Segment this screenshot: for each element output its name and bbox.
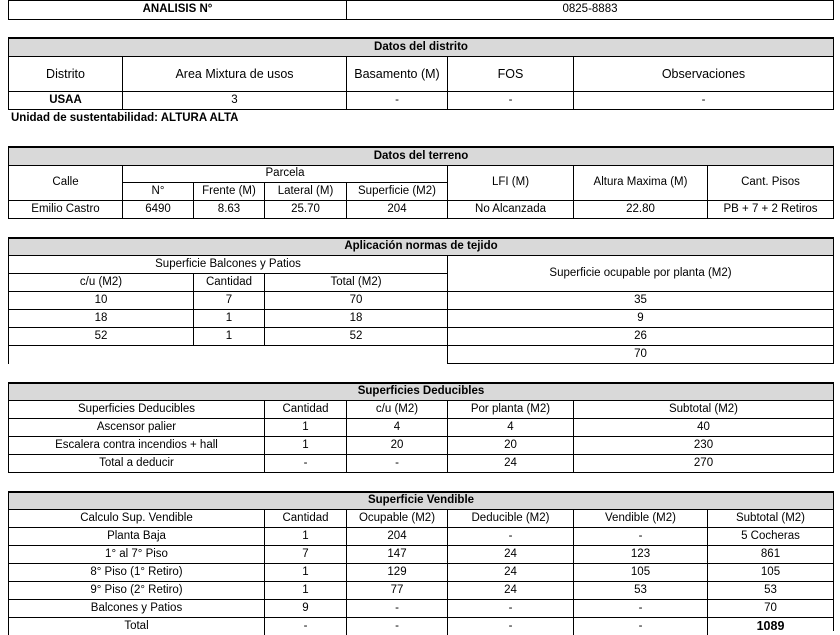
cu-header: c/u (M2)	[8, 273, 193, 291]
vendible-value: 5 Cocheras	[707, 527, 833, 545]
grid-line	[447, 363, 834, 364]
terreno-value: 8.63	[193, 200, 264, 218]
grid-line	[833, 38, 834, 110]
parcela-header: Parcela	[122, 165, 447, 182]
cantidad-header: Cantidad	[264, 509, 346, 527]
distrito-section-title: Datos del distrito	[8, 38, 833, 56]
vendible-value: 7	[264, 545, 346, 563]
numero-header: N°	[122, 182, 193, 200]
deducible-value: 24	[447, 454, 573, 472]
por-planta-header: Por planta (M2)	[447, 400, 573, 418]
vendible-item: Balcones y Patios	[8, 599, 264, 617]
grid-line	[8, 19, 834, 20]
vendible-value: 9	[264, 599, 346, 617]
grid-line	[833, 238, 834, 364]
calle-header: Calle	[8, 165, 122, 200]
vendible-item: Planta Baja	[8, 527, 264, 545]
total-header: Total (M2)	[264, 273, 447, 291]
grid-line	[8, 345, 9, 364]
distrito-value: 3	[122, 91, 346, 109]
vendible-value: 861	[707, 545, 833, 563]
sup-deducibles-header: Superficies Deducibles	[8, 400, 264, 418]
lfi-header: LFI (M)	[447, 165, 573, 200]
sustentabilidad-note: Unidad de sustentabilidad: ALTURA ALTA	[11, 111, 239, 124]
vendible-item: 1° al 7° Piso	[8, 545, 264, 563]
calculo-header: Calculo Sup. Vendible	[8, 509, 264, 527]
vendible-value: 24	[447, 545, 573, 563]
vendible-value: 24	[447, 563, 573, 581]
ocupable-value: 9	[447, 309, 833, 327]
superficie-header: Superficie (M2)	[346, 182, 447, 200]
deducible-value: 270	[573, 454, 833, 472]
grid-line	[833, 0, 834, 20]
tejido-row-value: 70	[264, 291, 447, 309]
distrito-value: -	[573, 91, 833, 109]
basamento-header: Basamento (M)	[346, 56, 447, 91]
deducible-item: Escalera contra incendios + hall	[8, 436, 264, 454]
vendible-value: -	[573, 617, 707, 635]
vendible-value: -	[573, 527, 707, 545]
terreno-value: Emilio Castro	[8, 200, 122, 218]
vendible-section-title: Superficie Vendible	[8, 492, 833, 509]
grid-line	[8, 472, 834, 473]
tejido-row-value: 10	[8, 291, 193, 309]
vendible-value: 1	[264, 581, 346, 599]
distrito-value: -	[346, 91, 447, 109]
deducible-value: 1	[264, 436, 346, 454]
terreno-value: No Alcanzada	[447, 200, 573, 218]
cantidad-header: Cantidad	[193, 273, 264, 291]
vendible-value: 105	[573, 563, 707, 581]
tejido-section-title: Aplicación normas de tejido	[8, 238, 833, 255]
altura-maxima-header: Altura Maxima (M)	[573, 165, 707, 200]
vendible-item: 9° Piso (2° Retiro)	[8, 581, 264, 599]
grid-line	[8, 218, 834, 219]
terreno-value: PB + 7 + 2 Retiros	[707, 200, 833, 218]
fos-header: FOS	[447, 56, 573, 91]
vendible-item: Total	[8, 617, 264, 635]
terreno-value: 6490	[122, 200, 193, 218]
vendible-value: 1	[264, 563, 346, 581]
deducible-value: 4	[447, 418, 573, 436]
balcones-patios-header: Superficie Balcones y Patios	[8, 255, 447, 273]
analisis-value: 0825-8883	[346, 0, 833, 19]
vendible-value: 105	[707, 563, 833, 581]
ocupable-value: 35	[447, 291, 833, 309]
lateral-header: Lateral (M)	[264, 182, 346, 200]
deducible-value: 230	[573, 436, 833, 454]
vendible-value: 70	[707, 599, 833, 617]
tejido-row-value: 52	[8, 327, 193, 345]
vendible-value: -	[573, 599, 707, 617]
grid-line	[833, 147, 834, 219]
cant-pisos-header: Cant. Pisos	[707, 165, 833, 200]
terreno-value: 25.70	[264, 200, 346, 218]
ocupable-value: 26	[447, 327, 833, 345]
vendible-header: Vendible (M2)	[573, 509, 707, 527]
vendible-value: -	[346, 617, 447, 635]
vendible-value: 204	[346, 527, 447, 545]
deducible-value: -	[264, 454, 346, 472]
terreno-value: 204	[346, 200, 447, 218]
distrito-header: Distrito	[8, 56, 122, 91]
grid-line	[833, 492, 834, 631]
deducible-value: 20	[447, 436, 573, 454]
vendible-value: 1	[264, 527, 346, 545]
vendible-value: -	[447, 527, 573, 545]
vendible-value: -	[447, 617, 573, 635]
deducibles-section-title: Superficies Deducibles	[8, 383, 833, 400]
deducible-value: 4	[346, 418, 447, 436]
tejido-row-value: 7	[193, 291, 264, 309]
deducible-value: -	[346, 454, 447, 472]
grid-line	[833, 383, 834, 473]
tejido-row-value: 1	[193, 309, 264, 327]
frente-header: Frente (M)	[193, 182, 264, 200]
vendible-value: 77	[346, 581, 447, 599]
distrito-value: -	[447, 91, 573, 109]
ocupable-header: Ocupable (M2)	[346, 509, 447, 527]
cu-header: c/u (M2)	[346, 400, 447, 418]
vendible-value: -	[264, 617, 346, 635]
vendible-value: -	[447, 599, 573, 617]
deducible-item: Total a deducir	[8, 454, 264, 472]
terreno-section-title: Datos del terreno	[8, 147, 833, 165]
ocupable-planta-header: Superficie ocupable por planta (M2)	[447, 255, 833, 291]
analisis-label: ANALISIS N°	[8, 0, 346, 19]
area-mixtura-header: Area Mixtura de usos	[122, 56, 346, 91]
terreno-value: 22.80	[573, 200, 707, 218]
vendible-value: 53	[707, 581, 833, 599]
vendible-item: 8° Piso (1° Retiro)	[8, 563, 264, 581]
vendible-value: 1089	[707, 617, 833, 635]
cantidad-header: Cantidad	[264, 400, 346, 418]
deducible-value: 40	[573, 418, 833, 436]
vendible-value: 147	[346, 545, 447, 563]
deducible-item: Ascensor palier	[8, 418, 264, 436]
tejido-row-value: 18	[264, 309, 447, 327]
vendible-value: 123	[573, 545, 707, 563]
observaciones-header: Observaciones	[573, 56, 833, 91]
ocupable-total: 70	[447, 345, 833, 363]
vendible-value: 53	[573, 581, 707, 599]
vendible-value: 24	[447, 581, 573, 599]
vendible-value: 129	[346, 563, 447, 581]
subtotal-header: Subtotal (M2)	[707, 509, 833, 527]
deducible-value: 1	[264, 418, 346, 436]
tejido-row-value: 1	[193, 327, 264, 345]
deducible-header: Deducible (M2)	[447, 509, 573, 527]
tejido-row-value: 18	[8, 309, 193, 327]
tejido-row-value: 52	[264, 327, 447, 345]
vendible-value: -	[346, 599, 447, 617]
subtotal-header: Subtotal (M2)	[573, 400, 833, 418]
distrito-value: USAA	[8, 91, 122, 109]
deducible-value: 20	[346, 436, 447, 454]
